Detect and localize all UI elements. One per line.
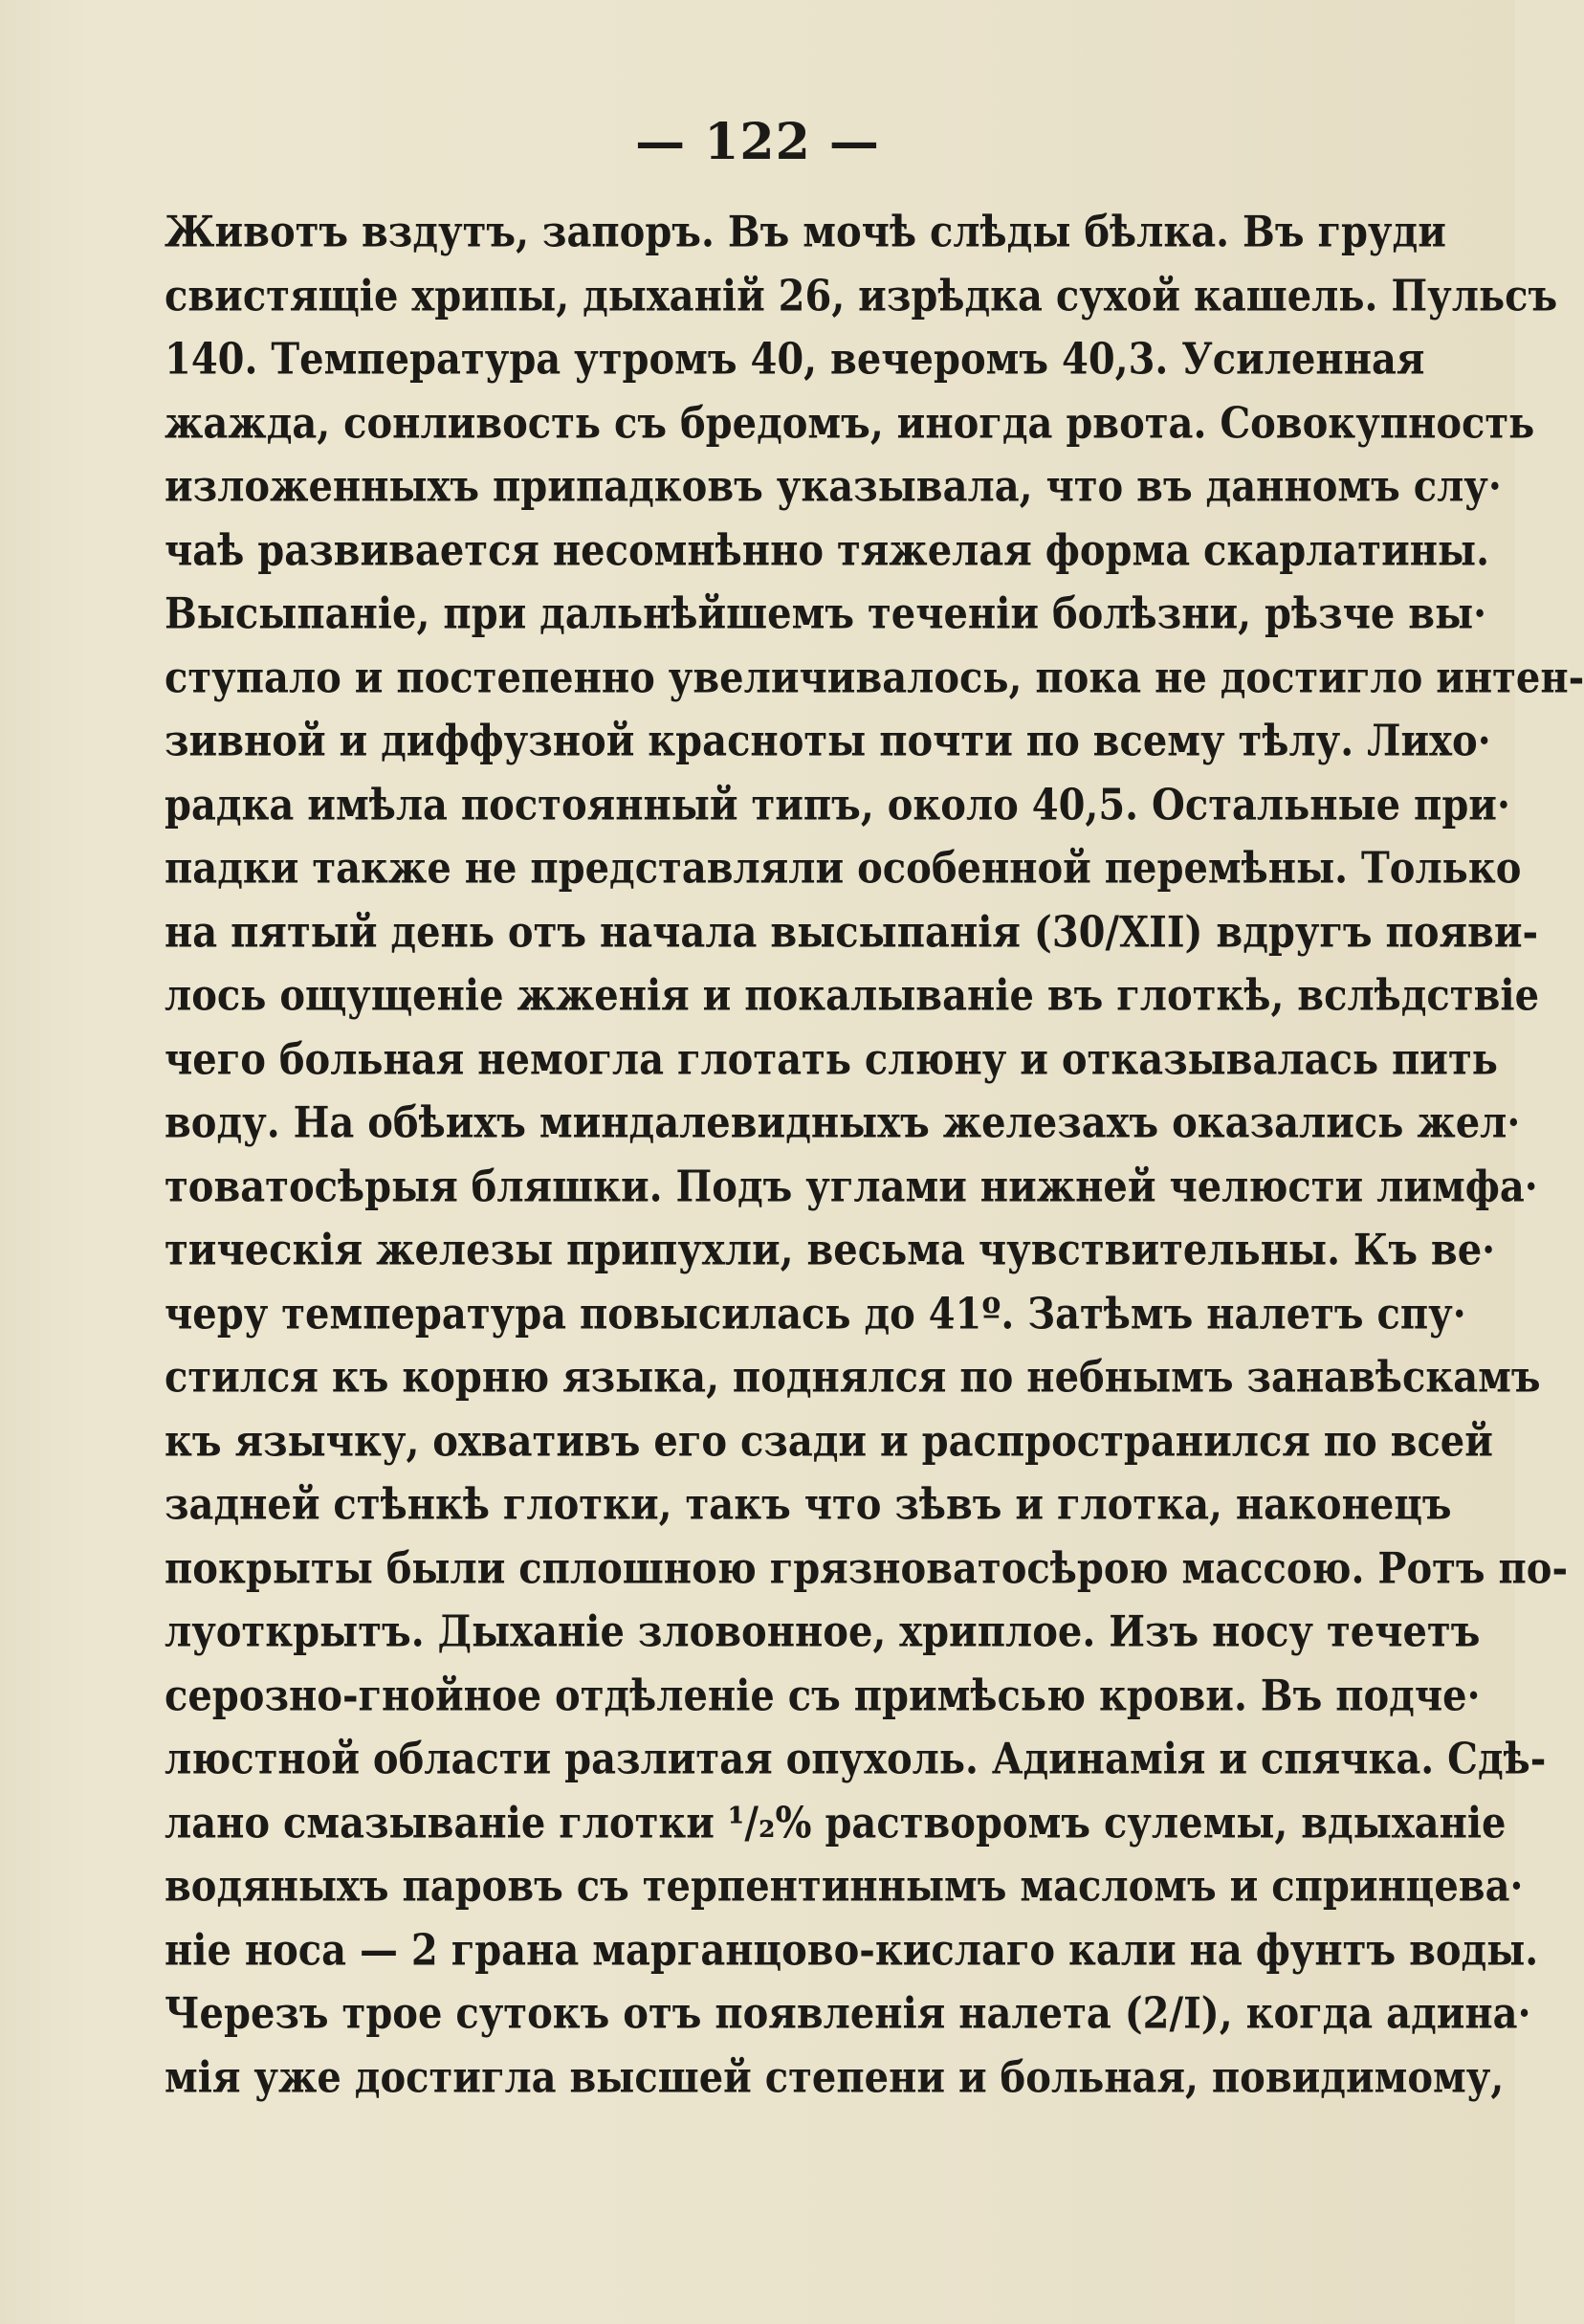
text-line: Животъ вздутъ, запоръ. Въ мочѣ слѣды бѣлка. Въ груди	[165, 207, 1446, 257]
text-line: луоткрытъ. Дыханіе зловонное, хриплое. Изъ носу течетъ	[165, 1606, 1481, 1657]
text-line: ступало и постепенно увеличивалось, пока не достигло интен-	[165, 652, 1584, 703]
text-line: къ язычку, охвативъ его сзади и распространился по всей	[165, 1415, 1493, 1467]
text-line: чего больная немогла глотать слюну и отказывалась пить	[165, 1033, 1498, 1085]
text-line: задней стѣнкѣ глотки, такъ что зѣвъ и глотка, наконецъ	[165, 1479, 1452, 1530]
text-line: изложенныхъ припадковъ указывала, что въ данномъ слу·	[165, 461, 1502, 512]
text-line: лось ощущеніе жженія и покалываніе въ глоткѣ, вслѣдствіе	[165, 970, 1540, 1021]
text-line: воду. На обѣихъ миндалевидныхъ железахъ оказались жел·	[165, 1097, 1521, 1148]
text-line: лано смазываніе глотки ¹/₂% растворомъ сулемы, вдыханіе	[165, 1797, 1507, 1848]
text-line: жажда, сонливость съ бредомъ, иногда рвота. Совокупность	[165, 397, 1535, 449]
text-line: Черезъ трое сутокъ отъ появленія налета (2/I), когда адина·	[165, 1988, 1531, 2039]
text-line: Высыпаніе, при дальнѣйшемъ теченіи болѣзни, рѣзче вы·	[165, 588, 1487, 639]
text-line: водяныхъ паровъ съ терпентиннымъ масломъ и спринцева·	[165, 1861, 1524, 1912]
text-line: радка имѣла постоянный типъ, около 40,5. Остальные при·	[165, 779, 1510, 830]
text-line: люстной области разлитая опухоль. Адинамія и спячка. Сдѣ-	[165, 1734, 1547, 1784]
text-line: зивной и диффузной красноты почти по всему тѣлу. Лихо·	[165, 716, 1491, 766]
text-line: серозно-гнойное отдѣленіе съ примѣсью крови. Въ подче·	[165, 1670, 1481, 1721]
text-line: на пятый день отъ начала высыпанія (30/XII) вдругъ появи-	[165, 906, 1539, 958]
text-line: чаѣ развивается несомнѣнно тяжелая форма скарлатины.	[165, 524, 1490, 576]
page-number: — 122 —	[635, 113, 880, 171]
body-text	[165, 201, 1584, 2110]
text-line: 140. Температура утромъ 40, вечеромъ 40,3. Усиленная	[165, 334, 1425, 385]
text-line: черу температура повысилась до 41º. Затѣмъ налетъ спу·	[165, 1288, 1466, 1339]
text-line: ніе носа — 2 грана марганцово-кислаго кали на фунтъ воды.	[165, 1924, 1539, 1976]
text-line: мія уже достигла высшей степени и больная, повидимому,	[165, 2051, 1505, 2103]
text-line: стился къ корню языка, поднялся по небнымъ занавѣскамъ	[165, 1352, 1541, 1403]
text-line: свистящіе хрипы, дыханій 26, изрѣдка сухой кашель. Пульсъ	[165, 270, 1558, 321]
text-line: товатосѣрыя бляшки. Подъ углами нижней челюсти лимфа·	[165, 1161, 1538, 1212]
text-line: покрыты были сплошною грязноватосѣрою массою. Ротъ по-	[165, 1542, 1569, 1594]
text-line: падки также не представляли особенной перемѣны. Только	[165, 843, 1522, 894]
text-line: тическія железы припухли, весьма чувствительны. Къ ве·	[165, 1225, 1496, 1275]
